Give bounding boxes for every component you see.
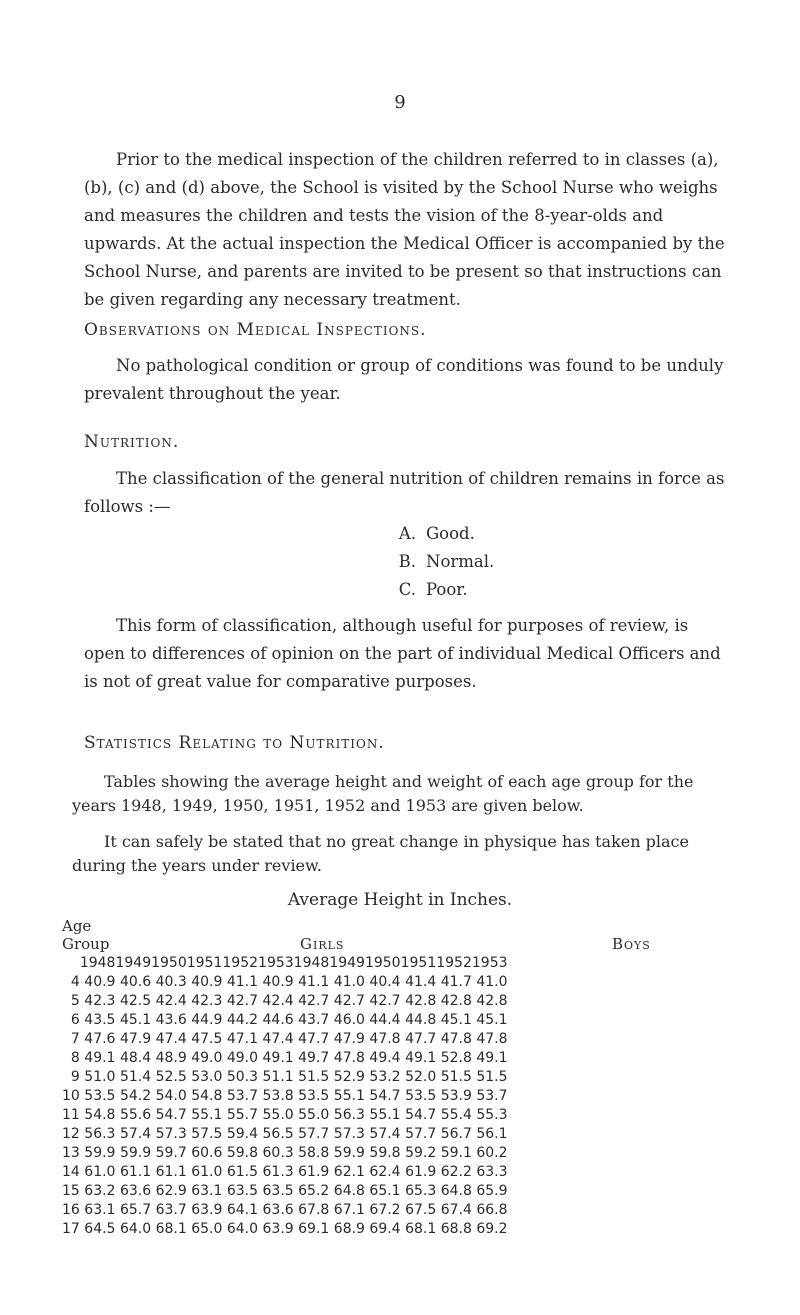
boys-height-cell: 65.3 [405, 1182, 437, 1199]
boys-height-cell: 67.5 [405, 1201, 437, 1218]
girls-height-cell: 47.9 [119, 1030, 152, 1047]
girls-height-cell: 64.5 [84, 1220, 116, 1237]
table-row [62, 1010, 508, 1029]
table-row [62, 1143, 508, 1162]
girls-height-cell: 65.0 [191, 1220, 223, 1237]
boys-height-cell: 67.1 [333, 1201, 365, 1218]
classification-item [382, 548, 494, 576]
boys-height-cell: 56.7 [440, 1125, 472, 1142]
age-cell: 14 [62, 1163, 80, 1180]
girls-height-cell: 63.5 [262, 1182, 294, 1199]
girls-height-cell: 64.0 [226, 1220, 259, 1237]
table-row [62, 972, 508, 991]
girls-height-cell: 51.1 [262, 1068, 294, 1085]
height-table [62, 953, 508, 1238]
boys-height-cell: 47.7 [405, 1030, 437, 1047]
girls-height-cell: 64.1 [226, 1201, 259, 1218]
girls-height-cell: 43.5 [84, 1011, 116, 1028]
boys-height-cell: 42.7 [298, 992, 330, 1009]
boys-height-cell: 64.8 [440, 1182, 472, 1199]
age-cell: 15 [62, 1182, 80, 1199]
girls-height-cell: 40.3 [155, 973, 187, 990]
girls-height-cell: 50.3 [226, 1068, 259, 1085]
boys-height-cell: 42.8 [440, 992, 472, 1009]
girls-height-cell: 42.4 [262, 992, 294, 1009]
boys-height-cell: 59.2 [405, 1144, 437, 1161]
girls-height-cell: 54.8 [84, 1106, 116, 1123]
table-row [62, 1048, 508, 1067]
boys-height-cell: 53.9 [440, 1087, 472, 1104]
girls-height-cell: 55.7 [226, 1106, 259, 1123]
boys-height-cell: 47.8 [440, 1030, 472, 1047]
intro-paragraph: Prior to the medical inspection of the children referred to in classes (a), (b), (c) and (d) above, the School is visited by the School Nurse who weighs and measures the children and tests the vision of the 8-year-olds and upwards. At the actual inspection the Medical Officer is accompanied by the School Nurse, and parents are invited to be present so that instructions can be given regarding any necessary treatment. [84, 150, 725, 309]
table-row [62, 1200, 508, 1219]
boys-height-cell: 53.5 [405, 1087, 437, 1104]
nutrition-paragraph: The classification of the general nutrition of children remains in force as follows :— [84, 469, 725, 516]
observations-paragraph: No pathological condition or group of conditions was found to be unduly prevalent throughout the year. [84, 356, 724, 403]
girls-height-cell: 63.6 [262, 1201, 294, 1218]
boys-height-cell: 43.7 [298, 1011, 330, 1028]
girls-height-cell: 59.8 [226, 1144, 259, 1161]
classification-list [382, 520, 494, 604]
girls-height-cell: 57.3 [155, 1125, 187, 1142]
boys-height-cell: 57.7 [298, 1125, 330, 1142]
age-cell: 16 [62, 1201, 80, 1218]
boys-year-header: 1950 [364, 954, 401, 971]
girls-height-cell: 56.3 [84, 1125, 116, 1142]
age-cell: 4 [70, 973, 80, 990]
girls-height-cell: 42.4 [155, 992, 187, 1009]
boys-height-cell: 40.4 [369, 973, 401, 990]
boys-height-cell: 59.8 [369, 1144, 401, 1161]
year-header-row [62, 953, 508, 972]
boys-height-cell: 44.4 [369, 1011, 401, 1028]
girls-height-cell: 41.1 [226, 973, 259, 990]
classification-letter: B. [398, 552, 416, 571]
boys-height-cell: 53.7 [476, 1087, 508, 1104]
girls-height-cell: 45.1 [119, 1011, 152, 1028]
boys-height-cell: 55.4 [440, 1106, 472, 1123]
girls-height-cell: 42.5 [119, 992, 152, 1009]
girls-height-cell: 61.1 [155, 1163, 187, 1180]
boys-height-cell: 45.1 [476, 1011, 508, 1028]
girls-height-cell: 47.4 [155, 1030, 187, 1047]
boys-year-header: 1952 [436, 954, 472, 971]
boys-height-cell: 51.5 [440, 1068, 472, 1085]
girls-year-header: 1948 [79, 954, 116, 971]
boys-year-header: 1953 [471, 954, 508, 971]
boys-height-cell: 45.1 [440, 1011, 472, 1028]
girls-height-cell: 55.0 [262, 1106, 294, 1123]
girls-height-cell: 54.7 [155, 1106, 187, 1123]
boys-height-cell: 69.4 [369, 1220, 401, 1237]
girls-height-cell: 59.4 [226, 1125, 259, 1142]
girls-height-cell: 61.3 [262, 1163, 294, 1180]
boys-height-cell: 41.4 [405, 973, 437, 990]
girls-height-cell: 57.4 [119, 1125, 152, 1142]
boys-height-cell: 62.4 [369, 1163, 401, 1180]
boys-height-cell: 65.9 [476, 1182, 508, 1199]
girls-height-cell: 61.5 [226, 1163, 259, 1180]
girls-height-cell: 59.7 [155, 1144, 187, 1161]
age-cell: 11 [62, 1106, 80, 1123]
boys-height-cell: 41.0 [476, 973, 508, 990]
girls-height-cell: 49.1 [84, 1049, 116, 1066]
table-row [62, 1181, 508, 1200]
page-number: 9 [394, 92, 406, 113]
table-row [62, 1105, 508, 1124]
girls-height-cell: 62.9 [155, 1182, 187, 1199]
boys-height-cell: 68.1 [405, 1220, 437, 1237]
age-label: Age [62, 917, 92, 935]
boys-height-cell: 64.8 [333, 1182, 365, 1199]
boys-height-cell: 69.2 [476, 1220, 508, 1237]
girls-height-cell: 53.8 [262, 1087, 294, 1104]
girls-height-cell: 49.0 [226, 1049, 259, 1066]
age-cell: 7 [70, 1030, 80, 1047]
girls-height-cell: 59.9 [84, 1144, 116, 1161]
girls-height-cell: 40.9 [262, 973, 294, 990]
girls-label: Girls [300, 935, 345, 953]
boys-height-cell: 65.1 [369, 1182, 401, 1199]
girls-height-cell: 51.4 [119, 1068, 152, 1085]
girls-height-cell: 63.1 [191, 1182, 223, 1199]
boys-height-cell: 47.8 [476, 1030, 508, 1047]
classification-label: Normal. [426, 552, 495, 571]
boys-height-cell: 57.7 [405, 1125, 437, 1142]
boys-height-cell: 42.7 [369, 992, 401, 1009]
table-row [62, 1086, 508, 1105]
girls-height-cell: 63.2 [84, 1182, 116, 1199]
boys-height-cell: 55.1 [369, 1106, 401, 1123]
girls-height-cell: 61.1 [119, 1163, 152, 1180]
girls-height-cell: 40.6 [119, 973, 152, 990]
girls-height-cell: 42.3 [191, 992, 223, 1009]
boys-height-cell: 57.4 [369, 1125, 401, 1142]
boys-height-cell: 67.2 [369, 1201, 401, 1218]
boys-height-cell: 52.9 [333, 1068, 365, 1085]
boys-height-cell: 54.7 [405, 1106, 437, 1123]
boys-height-cell: 68.8 [440, 1220, 472, 1237]
girls-height-cell: 60.6 [191, 1144, 223, 1161]
girls-height-cell: 54.2 [119, 1087, 152, 1104]
girls-height-cell: 40.9 [191, 973, 223, 990]
boys-height-cell: 49.7 [298, 1049, 330, 1066]
boys-height-cell: 68.9 [333, 1220, 365, 1237]
boys-height-cell: 42.8 [405, 992, 437, 1009]
boys-height-cell: 69.1 [298, 1220, 330, 1237]
girls-height-cell: 57.5 [191, 1125, 223, 1142]
boys-height-cell: 49.4 [369, 1049, 401, 1066]
table-row [62, 1067, 508, 1086]
boys-height-cell: 55.1 [333, 1087, 365, 1104]
classification-label: Good. [426, 524, 475, 543]
girls-height-cell: 47.4 [262, 1030, 294, 1047]
boys-height-cell: 42.7 [333, 992, 365, 1009]
boys-height-cell: 59.9 [333, 1144, 365, 1161]
girls-height-cell: 65.7 [119, 1201, 152, 1218]
boys-height-cell: 58.8 [298, 1144, 330, 1161]
heading-statistics: Statistics Relating to Nutrition. [84, 733, 385, 753]
age-cell: 5 [70, 992, 80, 1009]
boys-height-cell: 67.8 [298, 1201, 330, 1218]
girls-height-cell: 54.0 [155, 1087, 187, 1104]
girls-year-header: 1951 [186, 954, 223, 971]
boys-height-cell: 53.5 [298, 1087, 330, 1104]
age-cell: 10 [62, 1087, 80, 1104]
girls-height-cell: 44.9 [191, 1011, 223, 1028]
boys-height-cell: 63.3 [476, 1163, 508, 1180]
girls-height-cell: 49.0 [191, 1049, 223, 1066]
statistics-paragraph: Tables showing the average height and weight of each age group for the years 1948, 1949, 1950, 1951, 1952 and 1953 are given below. [72, 772, 694, 815]
classification-item [382, 520, 494, 548]
boys-height-cell: 62.2 [440, 1163, 472, 1180]
girls-height-cell: 53.0 [191, 1068, 223, 1085]
girls-height-cell: 60.3 [262, 1144, 294, 1161]
boys-height-cell: 60.2 [476, 1144, 508, 1161]
boys-height-cell: 66.8 [476, 1201, 508, 1218]
girls-height-cell: 48.4 [119, 1049, 152, 1066]
boys-height-cell: 41.1 [298, 973, 330, 990]
boys-height-cell: 42.8 [476, 992, 508, 1009]
girls-height-cell: 63.9 [191, 1201, 223, 1218]
girls-height-cell: 53.5 [84, 1087, 116, 1104]
age-cell: 13 [62, 1144, 80, 1161]
group-label: Group [62, 935, 110, 953]
height-table-body [62, 972, 508, 1238]
girls-height-cell: 44.2 [226, 1011, 259, 1028]
girls-height-cell: 42.3 [84, 992, 116, 1009]
classification-note-paragraph: This form of classification, although useful for purposes of review, is open to differences of opinion on the part of individual Medical Officers and is not of great value for comparative purposes. [84, 616, 721, 691]
heading-nutrition: Nutrition. [84, 432, 180, 452]
age-cell: 17 [62, 1220, 80, 1237]
boys-height-cell: 52.8 [440, 1049, 472, 1066]
girls-height-cell: 63.6 [119, 1182, 152, 1199]
girls-height-cell: 55.6 [119, 1106, 152, 1123]
girls-height-cell: 56.5 [262, 1125, 294, 1142]
girls-height-cell: 48.9 [155, 1049, 187, 1066]
girls-height-cell: 44.6 [262, 1011, 294, 1028]
boys-height-cell: 53.2 [369, 1068, 401, 1085]
boys-height-cell: 47.8 [369, 1030, 401, 1047]
age-cell: 8 [70, 1049, 80, 1066]
girls-height-cell: 64.0 [119, 1220, 152, 1237]
girls-height-cell: 63.1 [84, 1201, 116, 1218]
table-row [62, 1219, 508, 1238]
boys-height-cell: 55.0 [298, 1106, 330, 1123]
girls-height-cell: 61.0 [191, 1163, 223, 1180]
table-title: Average Height in Inches. [287, 890, 513, 910]
classification-letter: A. [398, 524, 416, 543]
boys-height-cell: 41.7 [440, 973, 472, 990]
boys-height-cell: 51.5 [476, 1068, 508, 1085]
girls-year-header: 1953 [258, 954, 294, 971]
boys-height-cell: 47.7 [298, 1030, 330, 1047]
girls-height-cell: 43.6 [155, 1011, 187, 1028]
boys-height-cell: 46.0 [333, 1011, 365, 1028]
girls-height-cell: 63.5 [226, 1182, 259, 1199]
girls-height-cell: 47.1 [226, 1030, 259, 1047]
boys-height-cell: 65.2 [298, 1182, 330, 1199]
girls-height-cell: 63.7 [155, 1201, 187, 1218]
boys-height-cell: 59.1 [440, 1144, 472, 1161]
boys-height-cell: 56.1 [476, 1125, 508, 1142]
table-row [62, 1162, 508, 1181]
boys-height-cell: 44.8 [405, 1011, 437, 1028]
boys-height-cell: 52.0 [405, 1068, 437, 1085]
boys-height-cell: 55.3 [476, 1106, 508, 1123]
boys-height-cell: 47.8 [333, 1049, 365, 1066]
girls-height-cell: 47.6 [84, 1030, 116, 1047]
boys-height-cell: 51.5 [298, 1068, 330, 1085]
age-cell: 12 [62, 1125, 80, 1142]
girls-year-header: 1952 [222, 954, 259, 971]
girls-year-header: 1949 [115, 954, 152, 971]
boys-year-header: 1951 [400, 954, 437, 971]
girls-height-cell: 42.7 [226, 992, 259, 1009]
boys-height-cell: 54.7 [369, 1087, 401, 1104]
classification-letter: C. [398, 580, 416, 599]
girls-height-cell: 63.9 [262, 1220, 294, 1237]
boys-height-cell: 41.0 [333, 973, 365, 990]
boys-height-cell: 57.3 [333, 1125, 365, 1142]
table-row [62, 1029, 508, 1048]
girls-height-cell: 51.0 [84, 1068, 116, 1085]
age-cell: 6 [70, 1011, 80, 1028]
table-row [62, 1124, 508, 1143]
boys-year-header: 1948 [293, 954, 330, 971]
boys-label: Boys [612, 935, 651, 953]
boys-height-cell: 56.3 [333, 1106, 365, 1123]
boys-height-cell: 61.9 [298, 1163, 330, 1180]
physique-paragraph: It can safely be stated that no great change in physique has taken place during the years under review. [72, 832, 689, 875]
classification-item [382, 576, 494, 604]
girls-height-cell: 53.7 [226, 1087, 259, 1104]
heading-observations: Observations on Medical Inspections. [84, 320, 427, 340]
boys-height-cell: 62.1 [333, 1163, 365, 1180]
girls-height-cell: 52.5 [155, 1068, 187, 1085]
boys-year-header: 1949 [329, 954, 365, 971]
boys-height-cell: 61.9 [405, 1163, 437, 1180]
boys-height-cell: 49.1 [476, 1049, 508, 1066]
girls-height-cell: 61.0 [84, 1163, 116, 1180]
girls-height-cell: 40.9 [84, 973, 116, 990]
girls-height-cell: 55.1 [191, 1106, 223, 1123]
girls-height-cell: 59.9 [119, 1144, 152, 1161]
boys-height-cell: 67.4 [440, 1201, 472, 1218]
girls-height-cell: 68.1 [155, 1220, 187, 1237]
girls-height-cell: 54.8 [191, 1087, 223, 1104]
table-row [62, 991, 508, 1010]
age-cell: 9 [70, 1068, 80, 1085]
boys-height-cell: 49.1 [405, 1049, 437, 1066]
classification-label: Poor. [426, 580, 468, 599]
girls-height-cell: 49.1 [262, 1049, 294, 1066]
girls-year-header: 1950 [151, 954, 187, 971]
boys-height-cell: 47.9 [333, 1030, 365, 1047]
age-header-cell [62, 953, 80, 972]
girls-height-cell: 47.5 [191, 1030, 223, 1047]
